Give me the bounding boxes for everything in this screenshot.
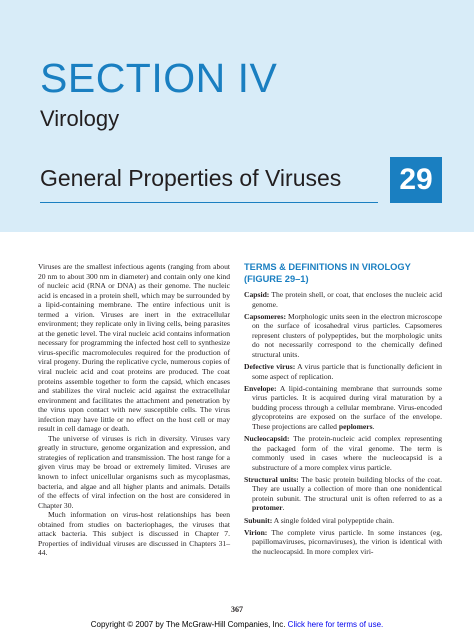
term-definition: Morphologic units seen in the electron microscope on the surface of icosahedral virus particles. Capsomeres represent clusters of polypeptides, but the morphologic units do not necessarily correspond to the chemically defined structural units. [252, 311, 442, 359]
term-definition: A single folded viral polypeptide chain. [272, 515, 394, 525]
term-defective-virus [244, 362, 442, 381]
term-name: Envelope: [244, 383, 277, 393]
term-definition: A virus particle that is functionally deficient in some aspect of replication. [252, 362, 442, 381]
chapter-number-badge: 29 [390, 157, 442, 203]
term-emphasis: peplomers [338, 421, 373, 431]
term-emphasis: protomer [252, 503, 283, 513]
term-definition-end: . [282, 503, 285, 513]
term-capsid [244, 290, 442, 309]
term-definition-end: . [372, 421, 375, 431]
term-name: Subunit: [244, 515, 273, 525]
terms-of-use-link[interactable]: Click here for terms of use. [287, 620, 384, 629]
term-definition: The complete virus particle. In some instances (eg, papillomaviruses, picornaviruses), the virion is identical with the nucleocapsid. In more complex viri- [252, 527, 442, 556]
body-text-column [38, 262, 230, 558]
term-name: Virion: [244, 527, 268, 537]
term-nucleocapsid [244, 434, 442, 472]
terms-heading [244, 262, 442, 285]
chapter-title-rule [40, 202, 378, 203]
terms-definitions-column [244, 262, 442, 559]
term-name: Nucleocapsid: [244, 434, 290, 444]
term-definition: A lipid-containing membrane that surrounds some virus particles. It is acquired during viral maturation by a budding process through a cellular membrane. Virus-encoded glycoproteins are exposed on the surface of the envelope. These projections are called [252, 383, 442, 431]
term-definition: The protein shell, or coat, that encloses the nucleic acid genome. [252, 290, 442, 309]
term-name: Capsid: [244, 290, 270, 299]
section-subtitle: Virology [40, 106, 120, 131]
term-virion [244, 528, 442, 557]
term-subunit [244, 516, 442, 526]
term-structural-units [244, 475, 442, 513]
chapter-title: General Properties of Viruses [40, 165, 342, 191]
terms-heading-line: TERMS & DEFINITIONS IN VIROLOGY [244, 262, 411, 272]
page-number: 367 [231, 605, 243, 614]
term-name: Structural units: [244, 474, 299, 484]
body-paragraph: Viruses are the smallest infectious agents (ranging from about 20 nm to about 300 nm in diameter) and contain only one kind of nucleic acid (RNA or DNA) as their genome. The nucleic acid is encased in a protein shell, which may be surrounded by a lipid-containing membrane. The entire infectious unit is termed a virion. Viruses are inert in the extracellular environment; they replicate only in living cells, being parasites at the genetic level. The viral nucleic acid contains information necessary for programming the infected host cell to synthesize virus-specific macromolecules required for the production of viral progeny. During the replicative cycle, numerous copies of viral nucleic acid and coat proteins are produced. The coat proteins assemble together to form the capsid, which encases and stabilizes the viral nucleic acid against the extracellular environment and facilitates the attachment and penetration by the virus upon contact with new susceptible cells. The virus infection may have little or no effect on the host cell or may result in cell damage or death. [38, 262, 230, 434]
term-definition: The protein-nucleic acid complex representing the packaged form of the viral genome. The term is commonly used in cases where the nucleocapsid is a substructure of a more complex virus particle. [252, 434, 442, 472]
term-definition: The basic protein building blocks of the coat. They are usually a collection of more than one nonidentical protein subunit. The structural unit is often referred to as a [252, 474, 442, 503]
term-capsomeres [244, 312, 442, 360]
term-name: Defective virus: [244, 362, 296, 372]
section-title: SECTION IV [40, 55, 278, 101]
term-name: Capsomeres: [244, 311, 287, 321]
body-paragraph: The universe of viruses is rich in diversity. Viruses vary greatly in structure, genome organization and expression, and strategies of replication and transmission. The host range for a given virus may be broad or extremely limited. Viruses are known to infect unicellular organisms such as mycoplasmas, bacteria, and algae and all higher plants and animals. Details of the effects of viral infection on the host are considered in Chapter 30. [38, 433, 230, 510]
terms-heading-figure-ref: (FIGURE 29–1) [244, 273, 309, 284]
copyright-text: Copyright © 2007 by The McGraw-Hill Companies, Inc. [90, 620, 288, 629]
copyright-notice [0, 620, 474, 629]
body-paragraph: Much information on virus-host relationships has been obtained from studies on bacteriophages, the viruses that attack bacteria. This subject is discussed in Chapter 7. Properties of individual viruses are discussed in Chapters 31–44. [38, 510, 230, 558]
term-envelope [244, 384, 442, 432]
